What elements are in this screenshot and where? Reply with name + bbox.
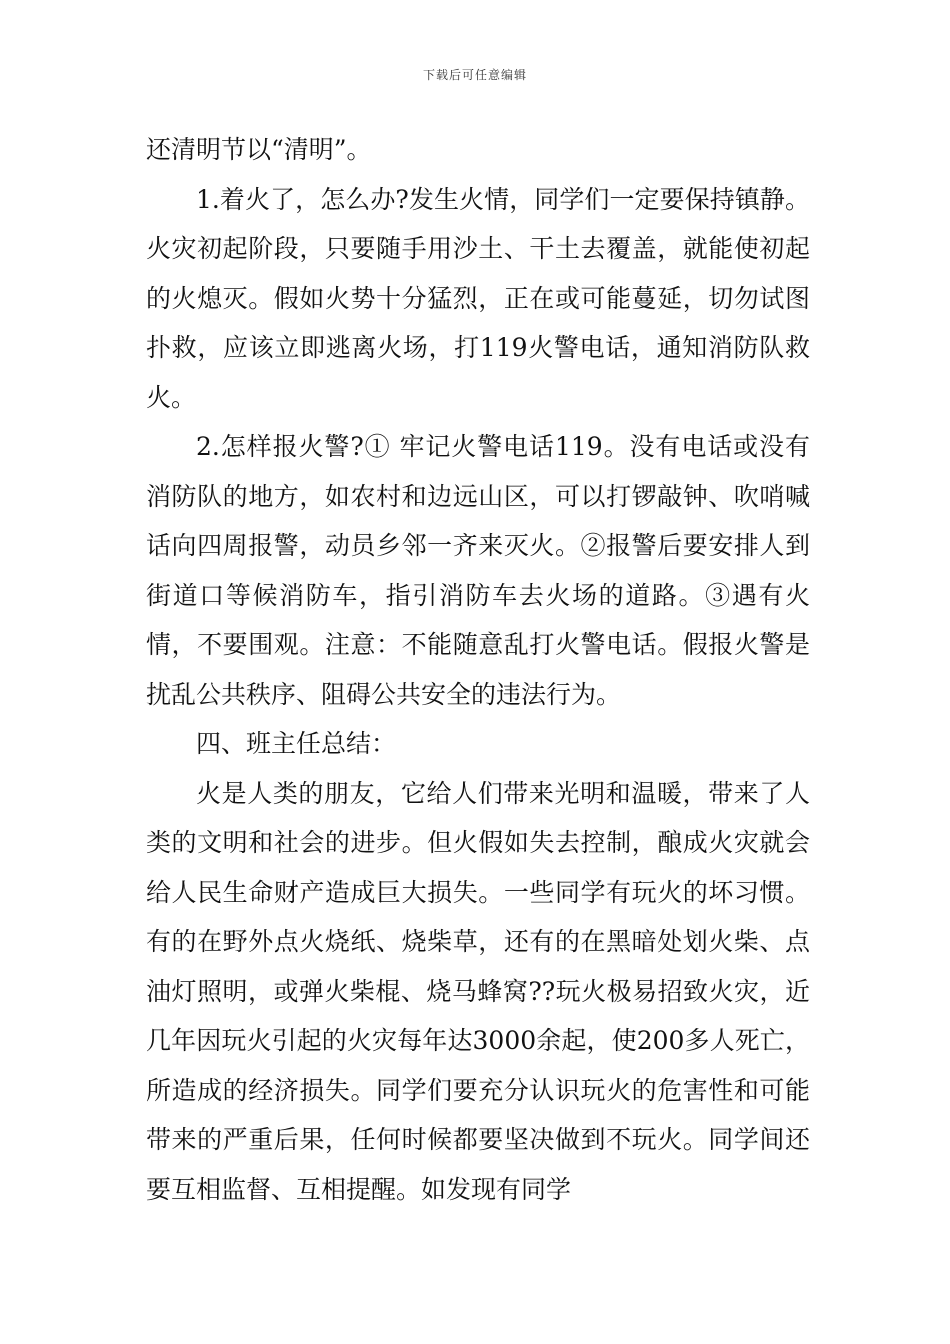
section-heading-summary: 四、班主任总结： [196,729,397,758]
paragraph-fire-response: 1.着火了，怎么办?发生火情，同学们一定要保持镇静。火灾初起阶段，只要随手用沙土、干土去覆盖，就能使初起的火熄灭。假如火势十分猛烈，正在或可能蔓延，切勿试图扑救，应该立即逃离火场，打119火警电话，通知消防队救火。 [146,184,810,412]
page-header: 下载后可任意编辑 [422,68,527,82]
document-body [146,125,810,1214]
paragraph-continuation: 还清明节以“清明”。 [146,135,372,164]
paragraph-summary: 火是人类的朋友，它给人们带来光明和温暖，带来了人类的文明和社会的进步。但火假如失去控制，酿成火灾就会给人民生命财产造成巨大损失。一些同学有玩火的坏习惯。有的在野外点火烧纸、烧柴草，还有的在黑暗处划火柴、点油灯照明，或弹火柴棍、烧马蜂窝??玩火极易招致火灾，近几年因玩火引起的火灾每年达3000余起，使200多人死亡，所造成的经济损失。同学们要充分认识玩火的危害性和可能带来的严重后果，任何时候都要坚决做到不玩火。同学间还要互相监督、互相提醒。如发现有同学 [146,778,810,1204]
paragraph-report-fire: 2.怎样报火警?① 牢记火警电话119。没有电话或没有消防队的地方，如农村和边远山区，可以打锣敲钟、吹哨喊话向四周报警，动员乡邻一齐来灭火。②报警后要安排人到街道口等候消防车，指引消防车去火场的道路。③遇有火情，不要围观。注意：不能随意乱打火警电话。假报火警是扰乱公共秩序、阻碍公共安全的违法行为。 [146,432,810,709]
